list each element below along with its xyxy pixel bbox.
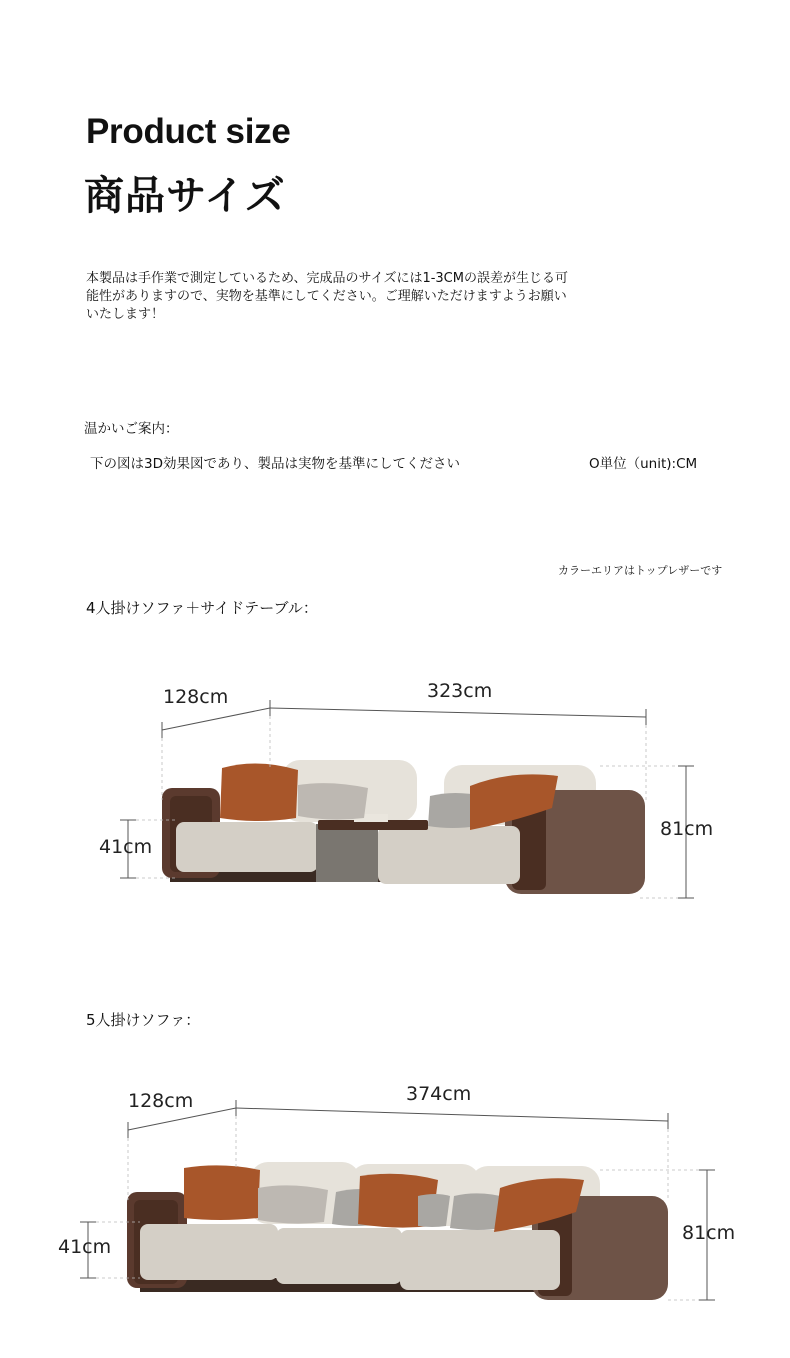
pillow (258, 1185, 328, 1223)
tip-text: 下の図は3D効果図であり、製品は実物を基準にしてください (90, 456, 460, 472)
width-label: 323cm (427, 680, 493, 702)
width-label: 374cm (406, 1083, 472, 1105)
seat-cushion (400, 1230, 560, 1290)
pillow (184, 1165, 260, 1220)
depth-label: 128cm (128, 1090, 194, 1112)
seat-cushion (378, 826, 520, 884)
page-title: Product size (86, 112, 291, 151)
pillow (418, 1194, 450, 1227)
page-subtitle: 商品サイズ (84, 173, 286, 219)
height-label: 81cm (682, 1222, 736, 1244)
product-1-label: 4人掛けソファ＋サイドテーブル： (86, 599, 318, 617)
seat-cushion (176, 822, 318, 872)
unit-label: O単位（unit):CM (589, 456, 698, 472)
color-area-note: カラーエリアはトップレザーです (558, 564, 723, 577)
depth-label: 128cm (163, 686, 229, 708)
side-table (316, 824, 378, 882)
pillow (220, 763, 298, 821)
seat-height-label: 41cm (99, 836, 153, 858)
sofa-5-seat-illustration (127, 1162, 668, 1300)
seat-height-label: 41cm (58, 1236, 112, 1258)
pillow (298, 783, 368, 820)
product-2-label: 5人掛けソファ： (86, 1011, 201, 1029)
measurement-notice: 本製品は手作業で測定しているため、完成品のサイズには1-3CMの誤差が生じる可能性がありますので、実物を基準にしてください。ご理解いただけますようお願いいたします！ (86, 271, 568, 322)
seat-cushion (276, 1228, 402, 1284)
height-label: 81cm (660, 818, 714, 840)
seat-cushion (140, 1224, 278, 1280)
tip-label: 温かいご案内： (84, 421, 179, 437)
